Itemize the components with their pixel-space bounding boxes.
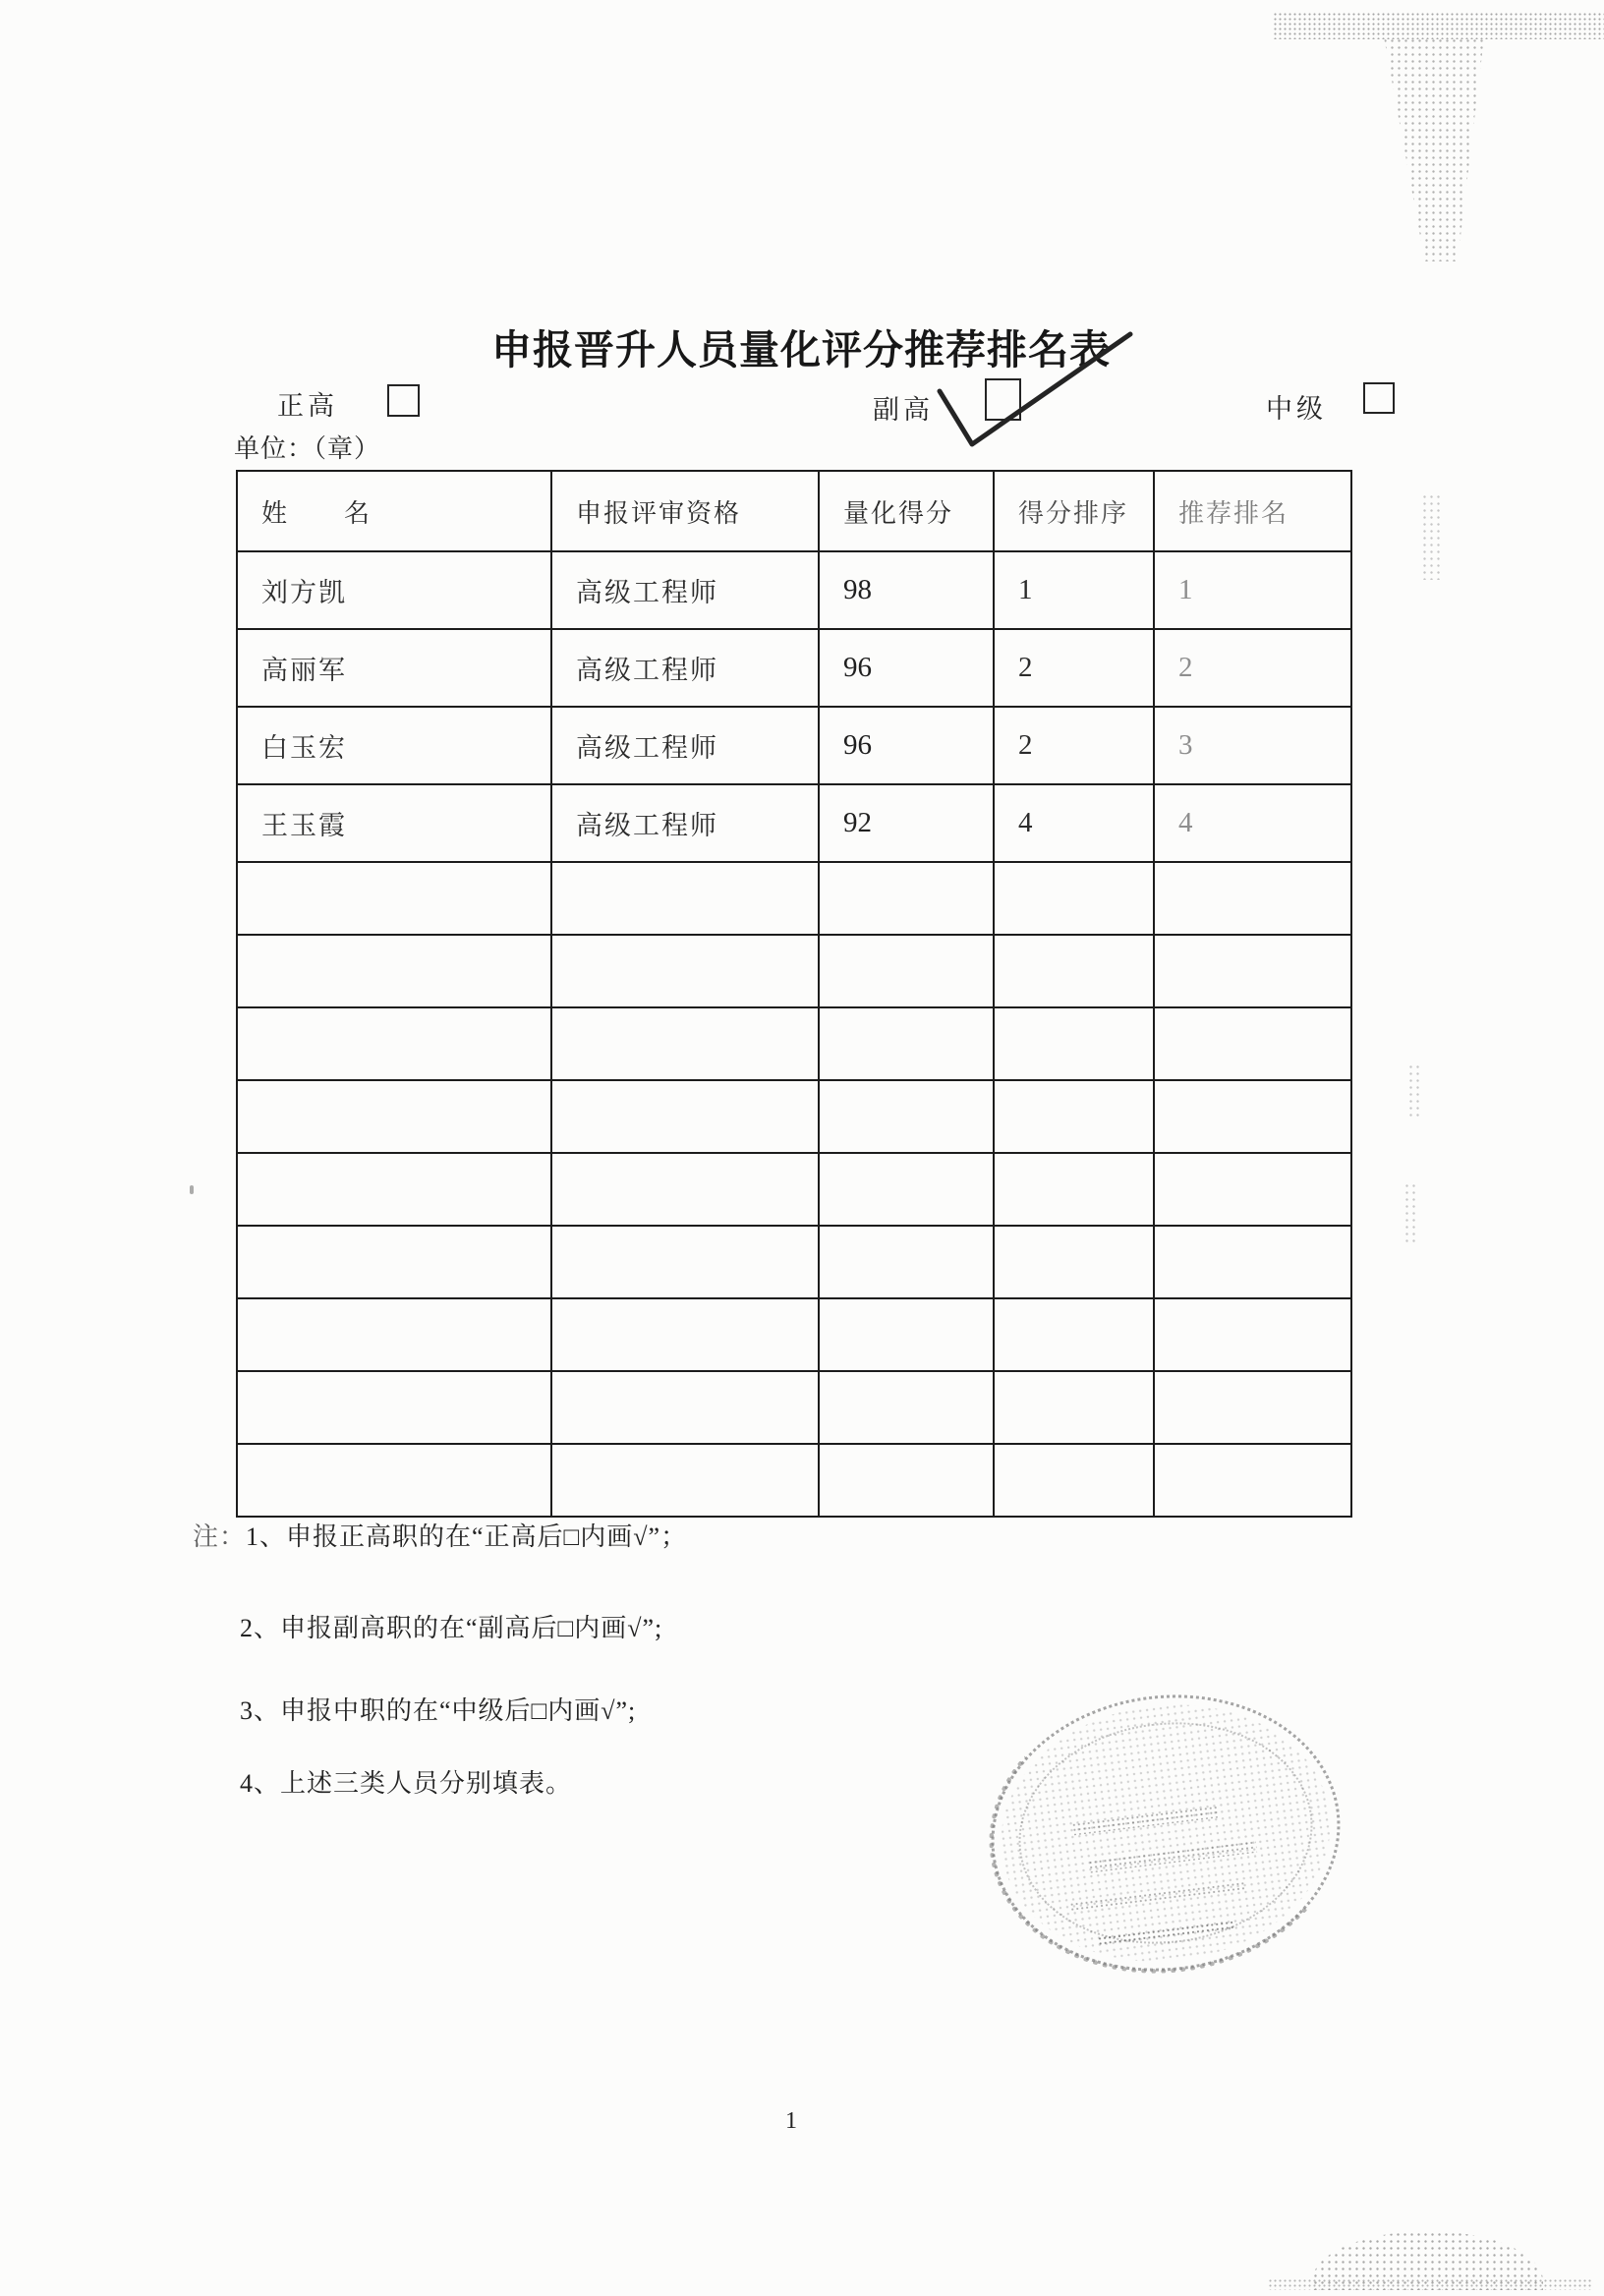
empty-table-row: [237, 935, 1351, 1007]
empty-table-cell: [819, 1153, 994, 1226]
empty-table-cell: [819, 1298, 994, 1371]
empty-table-cell: [819, 1080, 994, 1153]
empty-table-cell: [1154, 1080, 1351, 1153]
table-cell: 92: [819, 784, 994, 862]
column-header-4: 推荐排名: [1154, 471, 1351, 551]
scan-speck: [1404, 1182, 1417, 1243]
handwritten-check-mark: [922, 320, 1146, 460]
empty-table-cell: [237, 1153, 551, 1226]
empty-table-cell: [237, 1371, 551, 1444]
empty-table-cell: [237, 1444, 551, 1517]
table-cell: 4: [994, 784, 1154, 862]
empty-table-cell: [1154, 1371, 1351, 1444]
empty-table-cell: [994, 1371, 1154, 1444]
empty-table-cell: [819, 1444, 994, 1517]
page-number: 1: [785, 2108, 797, 2134]
table-cell: 高级工程师: [551, 551, 819, 629]
empty-table-cell: [819, 1226, 994, 1298]
empty-table-cell: [237, 1298, 551, 1371]
option-label-fugao: 副高: [873, 395, 934, 425]
empty-table-cell: [1154, 935, 1351, 1007]
empty-table-cell: [994, 1444, 1154, 1517]
table-cell: 2: [994, 707, 1154, 784]
empty-table-cell: [1154, 1153, 1351, 1226]
empty-table-cell: [994, 862, 1154, 935]
option-label-zhenggao: 正高: [277, 391, 338, 421]
ranking-table: [236, 470, 1352, 1518]
empty-table-cell: [994, 1153, 1154, 1226]
table-cell: 刘方凯: [237, 551, 551, 629]
column-header-1: 申报评审资格: [551, 471, 819, 551]
table-row: [237, 707, 1351, 784]
empty-table-row: [237, 1444, 1351, 1517]
empty-table-cell: [1154, 862, 1351, 935]
empty-table-cell: [237, 1226, 551, 1298]
empty-table-cell: [1154, 1226, 1351, 1298]
ranking-table-container: [236, 470, 1352, 1518]
column-header-2: 量化得分: [819, 471, 994, 551]
empty-table-cell: [237, 1080, 551, 1153]
empty-table-cell: [237, 1007, 551, 1080]
scan-smudge-top-right: [1273, 12, 1604, 39]
scan-speck: [1421, 493, 1441, 580]
empty-table-cell: [551, 1444, 819, 1517]
empty-table-cell: [551, 1226, 819, 1298]
scan-speck: [190, 1185, 194, 1194]
empty-table-row: [237, 1371, 1351, 1444]
seal-stamp: [975, 1675, 1355, 1990]
option-label-zhongji: 中级: [1266, 394, 1327, 424]
empty-table-row: [237, 1153, 1351, 1226]
table-cell: 3: [1154, 707, 1351, 784]
empty-table-cell: [1154, 1298, 1351, 1371]
table-cell: 白玉宏: [237, 707, 551, 784]
empty-table-row: [237, 1080, 1351, 1153]
table-body: [237, 551, 1351, 1517]
table-row: [237, 629, 1351, 707]
checkbox-zhongji: [1363, 382, 1395, 414]
empty-table-row: [237, 1226, 1351, 1298]
table-cell: 96: [819, 629, 994, 707]
table-cell: 王玉霞: [237, 784, 551, 862]
empty-table-cell: [1154, 1444, 1351, 1517]
empty-table-cell: [994, 1298, 1154, 1371]
table-cell: 高级工程师: [551, 707, 819, 784]
column-header-3: 得分排序: [994, 471, 1154, 551]
table-cell: 96: [819, 707, 994, 784]
empty-table-cell: [551, 935, 819, 1007]
empty-table-cell: [551, 1080, 819, 1153]
checkbox-zhenggao: [387, 384, 420, 417]
note-prefix: 注：: [193, 1522, 247, 1551]
scan-smudge-bottom-right-base: [1268, 2278, 1592, 2290]
table-cell: 高级工程师: [551, 784, 819, 862]
table-header: [237, 471, 1351, 551]
table-row: [237, 784, 1351, 862]
table-cell: 2: [994, 629, 1154, 707]
empty-table-cell: [994, 1226, 1154, 1298]
note-line-1: [193, 1517, 687, 1553]
table-cell: 高级工程师: [551, 629, 819, 707]
empty-table-cell: [237, 935, 551, 1007]
empty-table-cell: [237, 862, 551, 935]
scan-speck: [1407, 1063, 1421, 1120]
empty-table-row: [237, 1007, 1351, 1080]
table-row: [237, 551, 1351, 629]
header-row: [237, 471, 1351, 551]
empty-table-cell: [551, 1153, 819, 1226]
empty-table-cell: [994, 1080, 1154, 1153]
table-cell: 2: [1154, 629, 1351, 707]
empty-table-cell: [819, 935, 994, 1007]
empty-table-row: [237, 1298, 1351, 1371]
empty-table-cell: [994, 935, 1154, 1007]
column-header-0: 姓 名: [237, 471, 551, 551]
empty-table-cell: [819, 862, 994, 935]
table-cell: 4: [1154, 784, 1351, 862]
table-cell: 1: [994, 551, 1154, 629]
note-line-2: 2、申报副高职的在“副高后□内画√”;: [240, 1614, 663, 1642]
empty-table-cell: [994, 1007, 1154, 1080]
note-line-3: 3、申报中职的在“中级后□内画√”;: [240, 1696, 637, 1725]
empty-table-cell: [551, 1007, 819, 1080]
scan-smudge-top-right-stalk: [1382, 37, 1484, 261]
table-cell: 1: [1154, 551, 1351, 629]
table-cell: 98: [819, 551, 994, 629]
empty-table-row: [237, 862, 1351, 935]
unit-seal-label: 单位：（章）: [234, 434, 381, 463]
table-cell: 高丽军: [237, 629, 551, 707]
note-line-4: 4、上述三类人员分别填表。: [240, 1769, 573, 1798]
empty-table-cell: [819, 1371, 994, 1444]
empty-table-cell: [551, 1371, 819, 1444]
empty-table-cell: [819, 1007, 994, 1080]
empty-table-cell: [1154, 1007, 1351, 1080]
empty-table-cell: [551, 1298, 819, 1371]
empty-table-cell: [551, 862, 819, 935]
note-item-1: 1、申报正高职的在“正高后□内画√”；: [246, 1522, 688, 1551]
page-title: 申报晋升人员量化评分推荐排名表: [491, 327, 1111, 373]
